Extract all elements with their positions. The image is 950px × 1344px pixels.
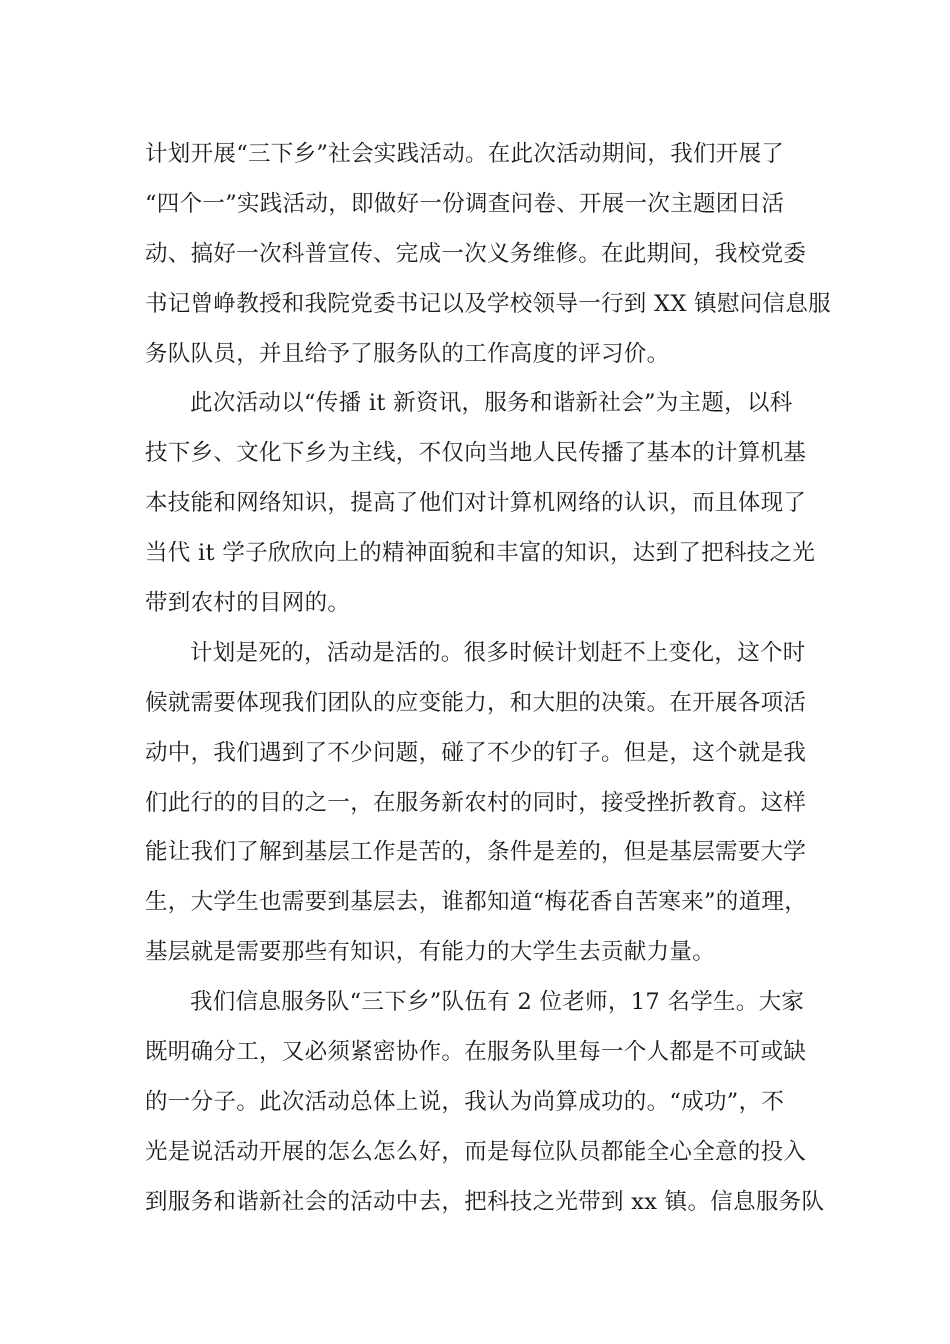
text-line: 带到农村的目网的。 (145, 590, 351, 617)
text-line: 动、搞好一次科普宣传、完成一次义务维修。在此期间，我校党委 (145, 240, 807, 267)
text-line: 务队队员，并且给予了服务队的工作高度的评习价。 (145, 340, 670, 367)
text-line: 我们信息服务队“三下乡”队伍有 2 位老师，17 名学生。大家 (190, 989, 805, 1016)
text-line: 本技能和网络知识，提高了他们对计算机网络的认识，而且体现了 (145, 490, 807, 517)
text-line: “四个一”实践活动，即做好一份调查问卷、开展一次主题团日活 (145, 190, 785, 217)
text-line: 能让我们了解到基层工作是苦的，条件是差的，但是基层需要大学 (145, 839, 807, 866)
paragraph-1 (145, 130, 831, 379)
document-body (145, 130, 831, 1228)
text-line: 当代 it 学子欣欣向上的精神面貌和丰富的知识，达到了把科技之光 (145, 540, 816, 567)
text-line: 基层就是需要那些有知识，有能力的大学生去贡献力量。 (145, 939, 716, 966)
text-line: 生，大学生也需要到基层去，谁都知道“梅花香自苦寒来”的道理， (145, 889, 808, 916)
text-line: 此次活动以“传播 it 新资讯，服务和谐新社会”为主题，以科 (190, 390, 793, 417)
text-line: 到服务和谐新社会的活动中去，把科技之光带到 xx 镇。信息服务队 (145, 1188, 825, 1215)
text-line: 计划是死的，活动是活的。很多时候计划赶不上变化，这个时 (190, 639, 806, 666)
text-line: 动中，我们遇到了不少问题，碰了不少的钉子。但是，这个就是我 (145, 739, 807, 766)
text-line: 计划开展“三下乡”社会实践活动。在此次活动期间，我们开展了 (145, 141, 785, 167)
text-line: 书记曾峥教授和我院党委书记以及学校领导一行到 XX 镇慰问信息服 (145, 290, 831, 317)
paragraph-3 (145, 629, 825, 978)
paragraph-2 (145, 379, 825, 628)
text-line: 候就需要体现我们团队的应变能力，和大胆的决策。在开展各项活 (145, 689, 807, 716)
text-line: 光是说活动开展的怎么怎么好，而是每位队员都能全心全意的投入 (145, 1138, 807, 1165)
text-line: 们此行的的目的之一，在服务新农村的同时，接受挫折教育。这样 (145, 789, 807, 816)
text-line: 既明确分工，又必须紧密协作。在服务队里每一个人都是不可或缺 (145, 1039, 807, 1066)
text-line: 技下乡、文化下乡为主线，不仅向当地人民传播了基本的计算机基 (145, 440, 807, 467)
paragraph-4 (145, 978, 825, 1227)
text-line: 的一分子。此次活动总体上说，我认为尚算成功的。“成功”，不 (145, 1088, 785, 1115)
